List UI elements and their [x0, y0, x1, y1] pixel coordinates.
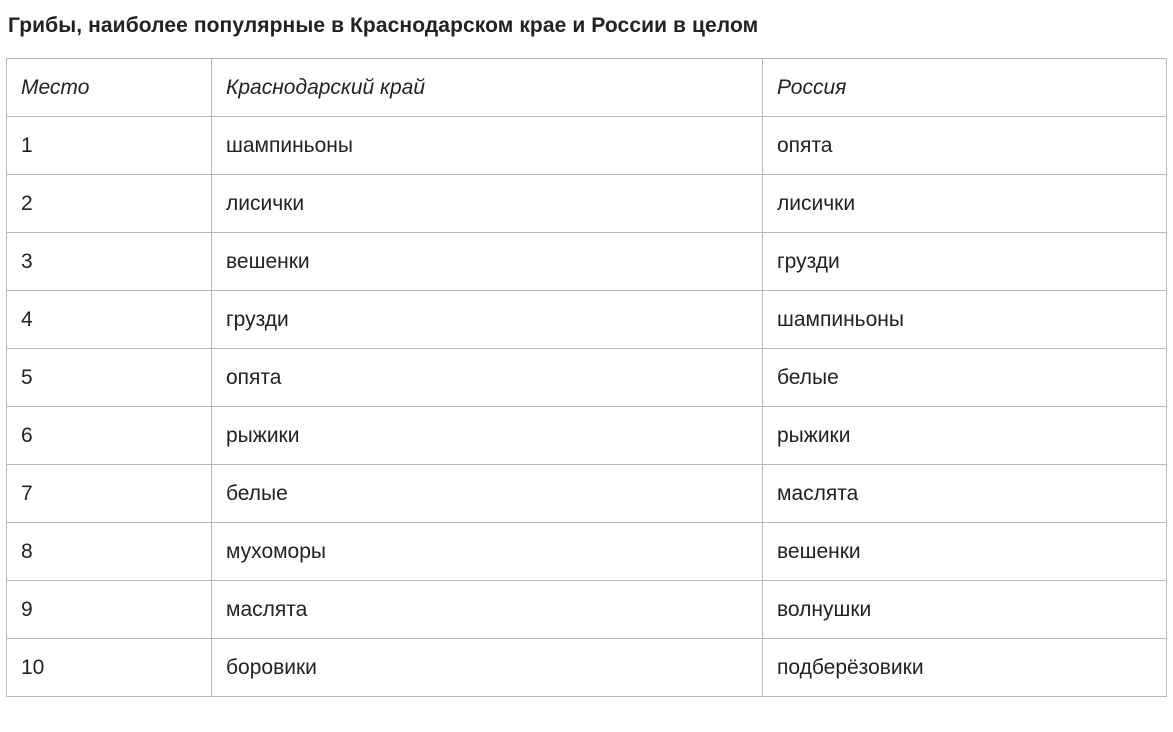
table-row: [7, 349, 1167, 407]
table-row: [7, 581, 1167, 639]
cell-russia: рыжики: [763, 407, 1167, 465]
header-cell-russia: Россия: [763, 59, 1167, 117]
cell-place: 6: [7, 407, 212, 465]
table-header-row: [7, 59, 1167, 117]
cell-krasnodar: грузди: [212, 291, 763, 349]
cell-place: 9: [7, 581, 212, 639]
cell-russia: грузди: [763, 233, 1167, 291]
header-cell-krasnodar: Краснодарский край: [212, 59, 763, 117]
cell-krasnodar: лисички: [212, 175, 763, 233]
cell-russia: вешенки: [763, 523, 1167, 581]
table-row: [7, 233, 1167, 291]
cell-russia: лисички: [763, 175, 1167, 233]
cell-krasnodar: белые: [212, 465, 763, 523]
table-row: [7, 291, 1167, 349]
table-row: [7, 465, 1167, 523]
cell-krasnodar: вешенки: [212, 233, 763, 291]
cell-place: 1: [7, 117, 212, 175]
table-body: [7, 59, 1167, 697]
cell-russia: белые: [763, 349, 1167, 407]
cell-place: 5: [7, 349, 212, 407]
table-row: [7, 407, 1167, 465]
cell-russia: волнушки: [763, 581, 1167, 639]
table-row: [7, 523, 1167, 581]
cell-krasnodar: опята: [212, 349, 763, 407]
cell-place: 10: [7, 639, 212, 697]
cell-place: 8: [7, 523, 212, 581]
cell-place: 7: [7, 465, 212, 523]
cell-krasnodar: боровики: [212, 639, 763, 697]
cell-krasnodar: маслята: [212, 581, 763, 639]
cell-place: 2: [7, 175, 212, 233]
cell-russia: маслята: [763, 465, 1167, 523]
cell-russia: подберёзовики: [763, 639, 1167, 697]
cell-place: 4: [7, 291, 212, 349]
cell-place: 3: [7, 233, 212, 291]
cell-krasnodar: шампиньоны: [212, 117, 763, 175]
table-row: [7, 117, 1167, 175]
page-title: Грибы, наиболее популярные в Краснодарском крае и России в целом: [8, 14, 759, 37]
table-row: [7, 639, 1167, 697]
cell-russia: опята: [763, 117, 1167, 175]
cell-russia: шампиньоны: [763, 291, 1167, 349]
cell-krasnodar: рыжики: [212, 407, 763, 465]
cell-krasnodar: мухоморы: [212, 523, 763, 581]
header-cell-place: Место: [7, 59, 212, 117]
mushroom-popularity-table: [6, 58, 1167, 697]
table-row: [7, 175, 1167, 233]
